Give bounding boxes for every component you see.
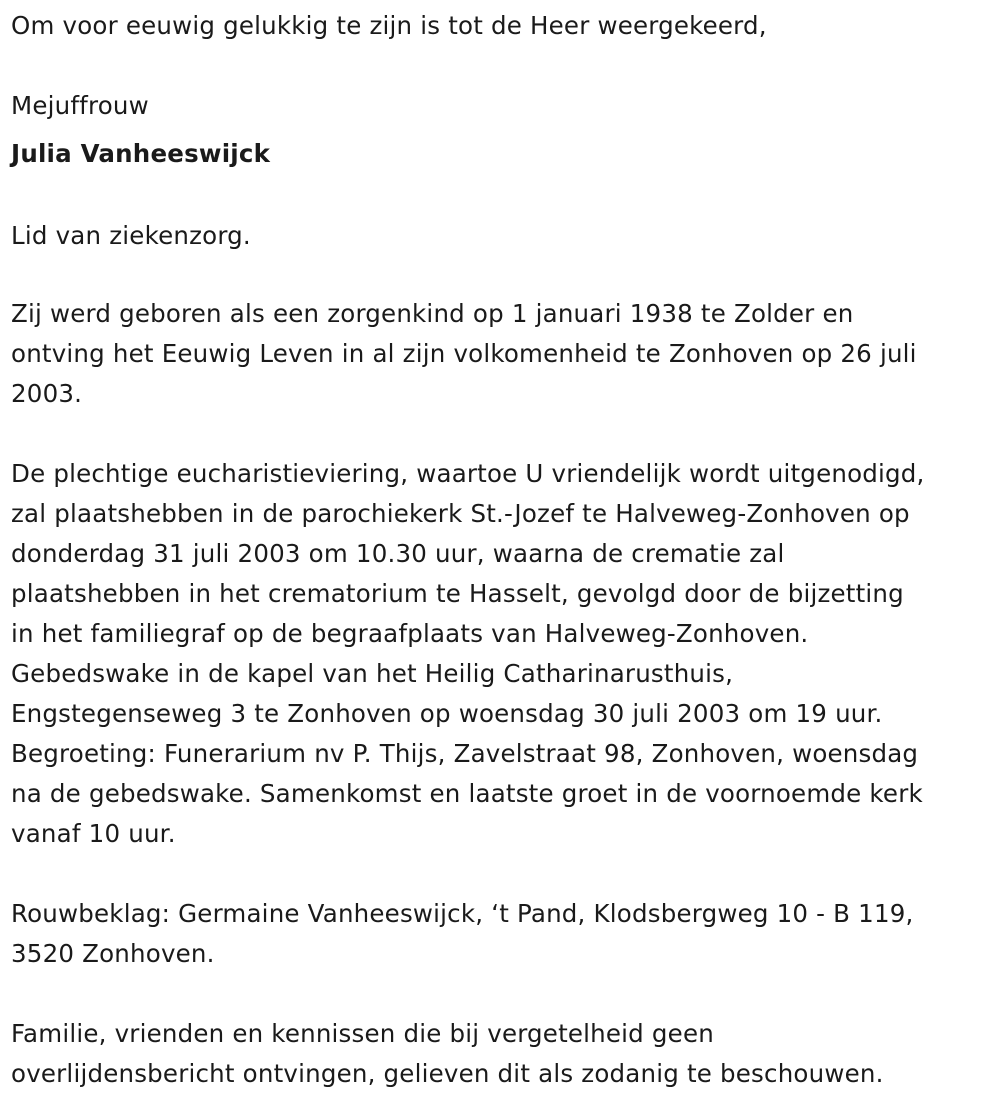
honorific-title: Mejuffrouw — [11, 91, 149, 120]
ceremony-line: vanaf 10 uur. — [11, 819, 176, 848]
ceremony-line: zal plaatshebben in de parochiekerk St.-Jozef te Halveweg-Zonhoven op — [11, 499, 910, 528]
birth-death-paragraph — [11, 294, 917, 414]
ceremony-line: plaatshebben in het crematorium te Hasselt, gevolgd door de bijzetting — [11, 579, 904, 608]
ceremony-line: donderdag 31 juli 2003 om 10.30 uur, waarna de crematie zal — [11, 539, 785, 568]
ceremony-line: Engstegenseweg 3 te Zonhoven op woensdag 30 juli 2003 om 19 uur. — [11, 699, 883, 728]
ceremony-line: in het familiegraf op de begraafplaats van Halveweg-Zonhoven. — [11, 619, 809, 648]
closing-line: Familie, vrienden en kennissen die bij vergetelheid geen — [11, 1019, 714, 1048]
membership-paragraph — [11, 216, 251, 256]
condolences-line: Rouwbeklag: Germaine Vanheeswijck, ‘t Pand, Klodsbergweg 10 - B 119, — [11, 899, 914, 928]
title-paragraph — [11, 86, 149, 126]
birth-death-line: 2003. — [11, 379, 83, 408]
intro-line: Om voor eeuwig gelukkig te zijn is tot de Heer weergekeerd, — [11, 11, 767, 40]
closing-line: overlijdensbericht ontvingen, gelieven dit als zodanig te beschouwen. — [11, 1059, 884, 1088]
name-paragraph — [11, 134, 270, 174]
ceremony-paragraph — [11, 454, 925, 854]
membership-line: Lid van ziekenzorg. — [11, 221, 251, 250]
birth-death-line: Zij werd geboren als een zorgenkind op 1 januari 1938 te Zolder en — [11, 299, 854, 328]
condolences-paragraph — [11, 894, 914, 974]
ceremony-line: na de gebedswake. Samenkomst en laatste groet in de voornoemde kerk — [11, 779, 923, 808]
deceased-name: Julia Vanheeswijck — [11, 139, 271, 168]
closing-paragraph — [11, 1014, 884, 1094]
ceremony-line: De plechtige eucharistieviering, waartoe U vriendelijk wordt uitgenodigd, — [11, 459, 925, 488]
condolences-line: 3520 Zonhoven. — [11, 939, 215, 968]
intro-paragraph — [11, 6, 767, 46]
birth-death-line: ontving het Eeuwig Leven in al zijn volkomenheid te Zonhoven op 26 juli — [11, 339, 917, 368]
ceremony-line: Gebedswake in de kapel van het Heilig Catharinarusthuis, — [11, 659, 734, 688]
ceremony-line: Begroeting: Funerarium nv P. Thijs, Zavelstraat 98, Zonhoven, woensdag — [11, 739, 919, 768]
